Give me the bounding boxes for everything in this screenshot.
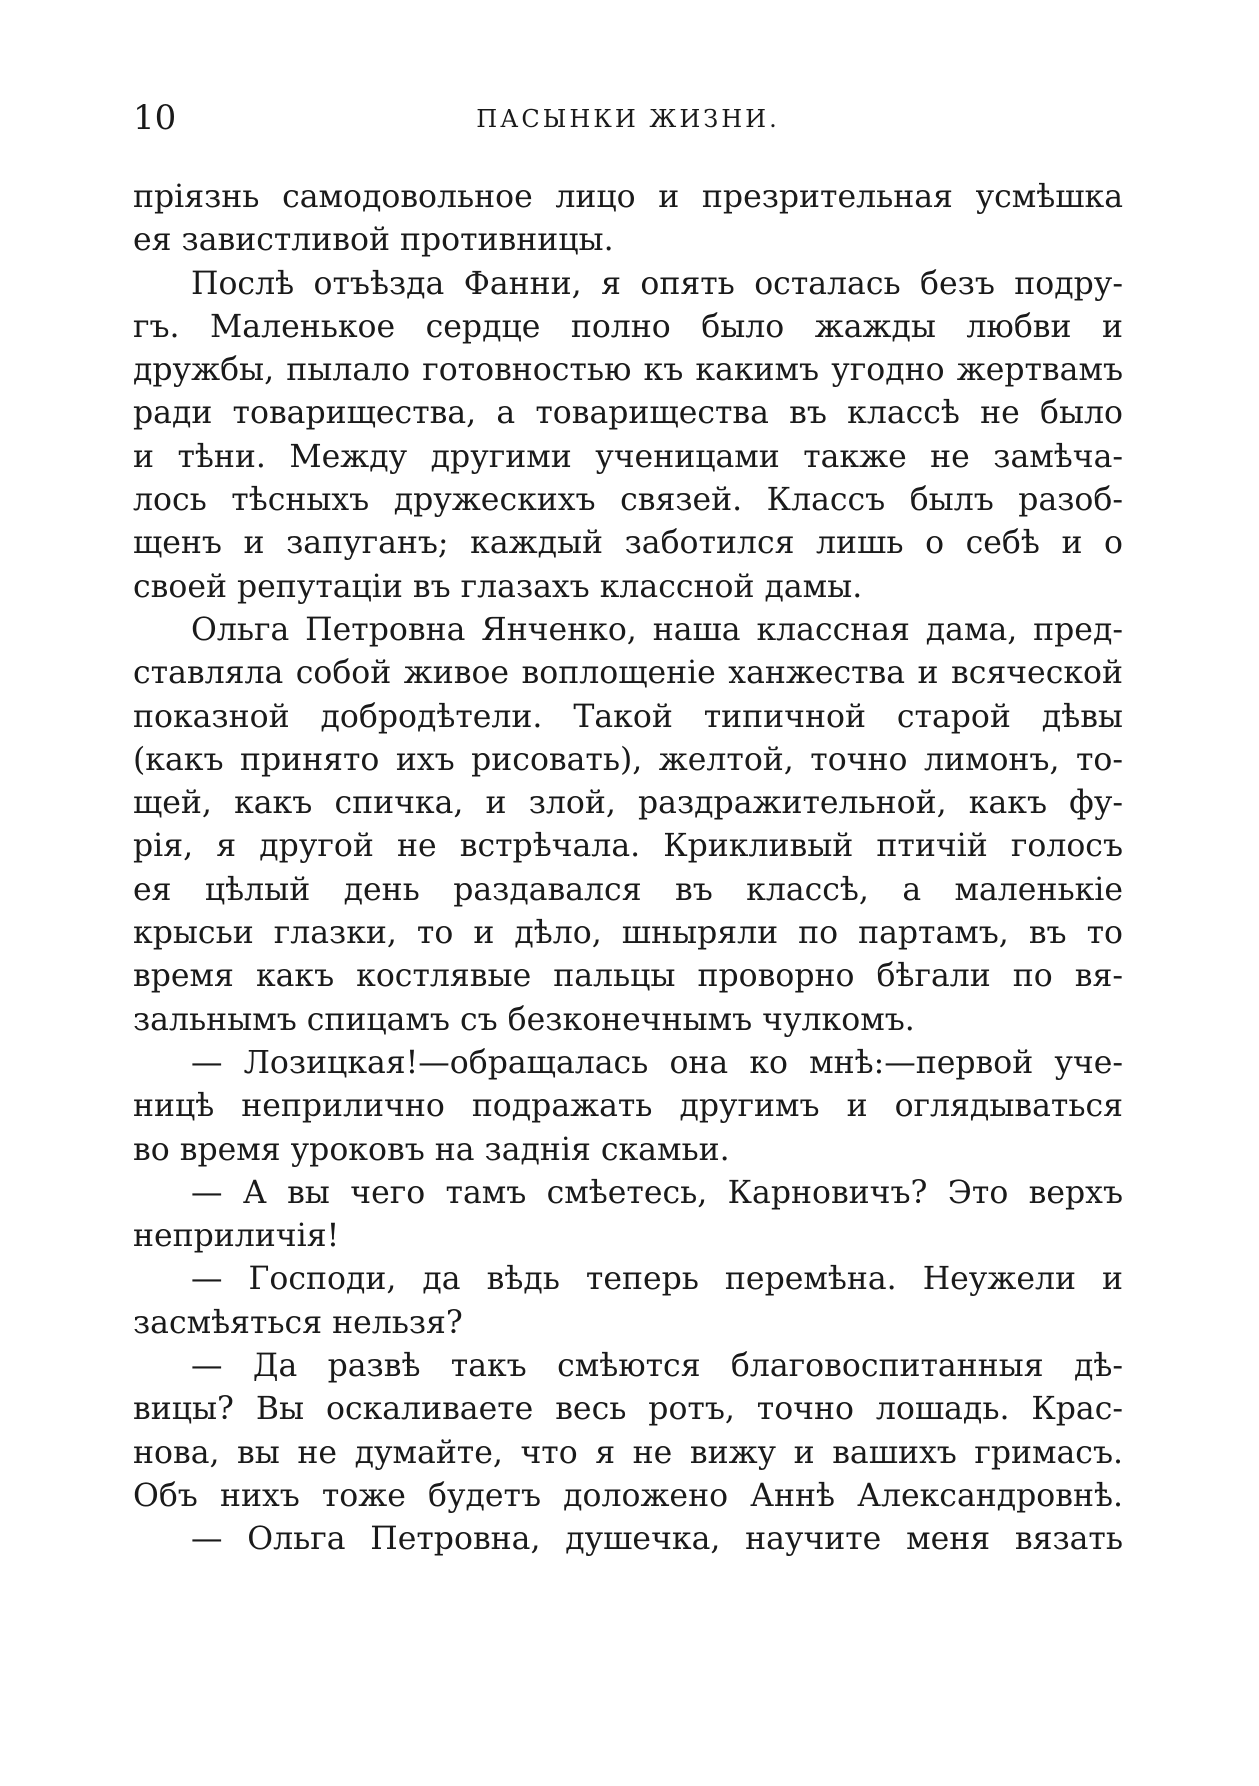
text-line: ради товарищества, а товарищества въ классѣ не было bbox=[133, 395, 1123, 432]
text-line: рія, я другой не встрѣчала. Крикливый птичій голосъ bbox=[133, 828, 1123, 865]
text-line: гъ. Маленькое сердце полно было жажды любви и bbox=[133, 308, 1123, 345]
text-line: ея цѣлый день раздавался въ классѣ, а маленькіе bbox=[133, 871, 1123, 908]
text-line: — Господи, да вѣдь теперь перемѣна. Неужели и bbox=[191, 1261, 1123, 1298]
text-line: показной добродѣтели. Такой типичной старой дѣвы bbox=[133, 698, 1123, 735]
text-line: (какъ принято ихъ рисовать), желтой, точно лимонъ, то- bbox=[133, 741, 1123, 778]
text-line: — Ольга Петровна, душечка, научите меня вязать bbox=[191, 1521, 1123, 1558]
text-line: во время уроковъ на заднія скамьи. bbox=[133, 1131, 730, 1168]
text-line: дружбы, пылало готовностью къ какимъ угодно жертвамъ bbox=[133, 352, 1123, 389]
text-line: и тѣни. Между другими ученицами также не замѣча- bbox=[133, 438, 1123, 475]
text-line: — Лозицкая!—обращалась она ко мнѣ:—первой уче- bbox=[191, 1044, 1123, 1081]
page-number: 10 bbox=[133, 98, 177, 138]
text-line: своей репутаціи въ глазахъ классной дамы. bbox=[133, 568, 863, 605]
running-head bbox=[133, 98, 1123, 142]
running-title: ПАСЫНКИ ЖИЗНИ. bbox=[476, 105, 780, 133]
text-line: Послѣ отъѣзда Фанни, я опять осталась безъ подру- bbox=[191, 265, 1123, 302]
text-line: — Да развѣ такъ смѣются благовоспитанныя дѣ- bbox=[191, 1348, 1123, 1385]
text-line: засмѣяться нельзя? bbox=[133, 1304, 463, 1341]
text-line: пріязнь самодовольное лицо и презрительная усмѣшка bbox=[133, 179, 1123, 215]
text-line: Ольга Петровна Янченко, наша классная дама, пред- bbox=[191, 611, 1123, 648]
text-line: неприличія! bbox=[133, 1218, 340, 1255]
text-line: щей, какъ спичка, и злой, раздражительной, какъ фу- bbox=[133, 785, 1123, 822]
text-line: ницѣ неприлично подражать другимъ и оглядываться bbox=[133, 1088, 1123, 1125]
text-line: Объ нихъ тоже будетъ доложено Аннѣ Александровнѣ. bbox=[133, 1477, 1123, 1514]
text-line: лось тѣсныхъ дружескихъ связей. Классъ былъ разоб- bbox=[133, 482, 1123, 519]
text-line: вицы? Вы оскаливаете весь ротъ, точно лошадь. Крас- bbox=[133, 1391, 1123, 1428]
text-line: зальнымъ спицамъ съ безконечнымъ чулкомъ. bbox=[133, 1001, 915, 1038]
text-line: — А вы чего тамъ смѣетесь, Карновичъ? Это верхъ bbox=[191, 1174, 1123, 1211]
text-line: ставляла собой живое воплощеніе ханжества и всяческой bbox=[133, 655, 1123, 692]
text-line: щенъ и запуганъ; каждый заботился лишь о себѣ и о bbox=[133, 525, 1123, 562]
text-line: время какъ костлявые пальцы проворно бѣгали по вя- bbox=[133, 958, 1123, 995]
text-line: ея завистливой противницы. bbox=[133, 222, 614, 259]
text-line: нова, вы не думайте, что я не вижу и вашихъ гримасъ. bbox=[133, 1434, 1123, 1471]
text-line: крысьи глазки, то и дѣло, шныряли по партамъ, въ то bbox=[133, 915, 1123, 952]
body-text bbox=[133, 176, 1123, 1562]
